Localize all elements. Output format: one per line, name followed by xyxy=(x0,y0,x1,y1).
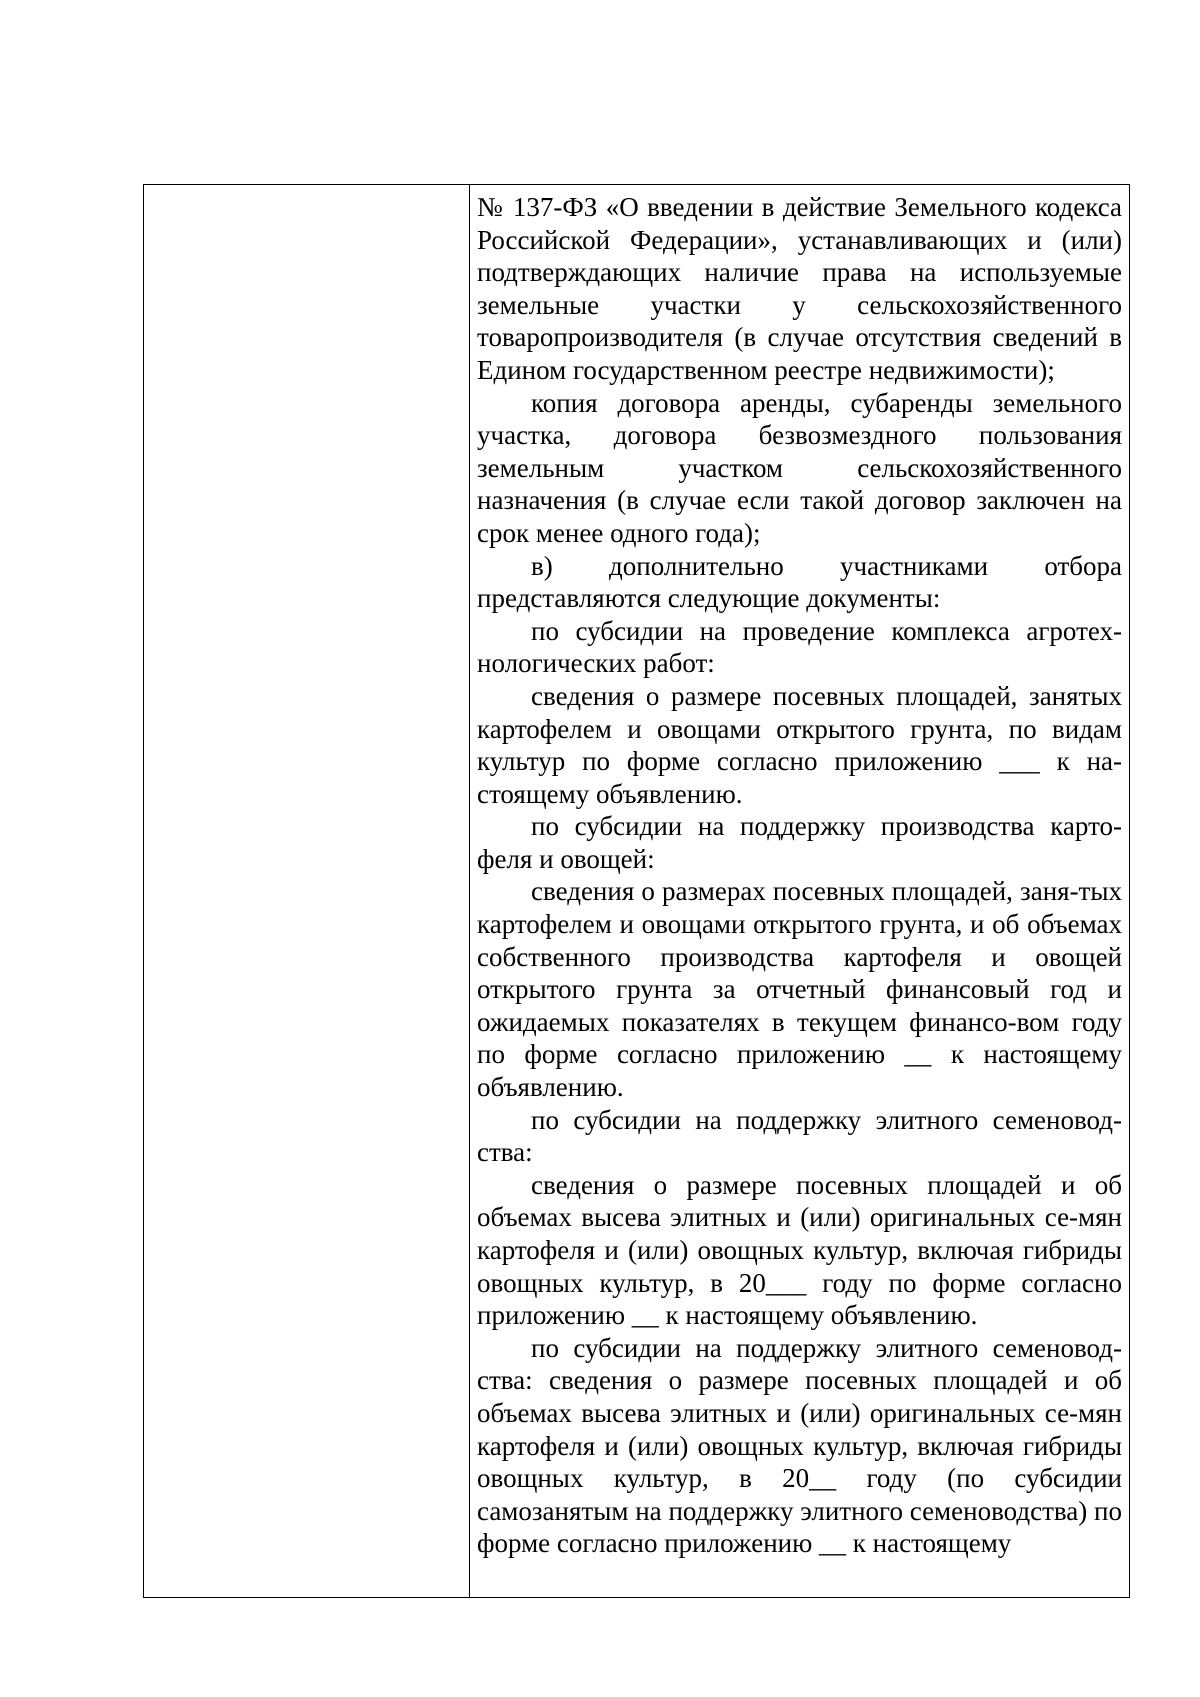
paragraph-3: в) дополнительно участниками отбора представляются следующие документы: xyxy=(477,550,1122,614)
paragraph-9: сведения о размере посевных площадей и об объемах высева элитных и (или) оригинальных се-мян картофеля и (или) овощных культур, включая гибриды овощных культур, в 20___ году по форме согласно приложению __ к настоящему объявлению. xyxy=(477,1169,1122,1331)
paragraph-5: сведения о размере посевных площадей, занятых картофелем и овощами открытого грунта, по видам культур по форме согласно приложению ___ к на-стоящему объявлению. xyxy=(477,680,1122,809)
paragraph-7: сведения о размерах посевных площадей, заня-тых картофелем и овощами открытого грунта, и об объемах собственного производства картофеля и овощей открытого грунта за отчетный финансовый год и ожидаемых показателях в текущем финансо-вом году по форме согласно приложению __ к настоящему объявлению. xyxy=(477,876,1122,1103)
paragraph-1: № 137-ФЗ «О введении в действие Земельного кодекса Российской Федерации», устанавливающих и (или) подтверждающих наличие права на используемые земельные участки у сельскохозяйственного товаропроизводителя (в случае отсутствия сведений в Едином государственном реестре недвижимости); xyxy=(477,192,1122,385)
document-table xyxy=(143,184,1130,1598)
paragraph-8: по субсидии на поддержку элитного семеновод-ства: xyxy=(477,1104,1122,1168)
paragraph-4: по субсидии на проведение комплекса агротех-нологических работ: xyxy=(477,615,1122,679)
table-right-column xyxy=(470,185,1129,1597)
table-left-column xyxy=(144,185,470,1597)
paragraph-10: по субсидии на поддержку элитного семеновод-ства: сведения о размере посевных площадей и об объемах высева элитных и (или) оригинальных се-мян картофеля и (или) овощных культур, включая гибриды овощных культур, в 20__ году (по субсидии самозанятым на поддержку элитного семеноводства) по форме согласно приложению __ к настоящему xyxy=(477,1332,1122,1559)
paragraph-2: копия договора аренды, субаренды земельного участка, договора безвозмездного пользования земельным участком сельскохозяйственного назначения (в случае если такой договор заключен на срок менее одного года); xyxy=(477,387,1122,548)
paragraph-6: по субсидии на поддержку производства карто-феля и овощей: xyxy=(477,811,1122,874)
